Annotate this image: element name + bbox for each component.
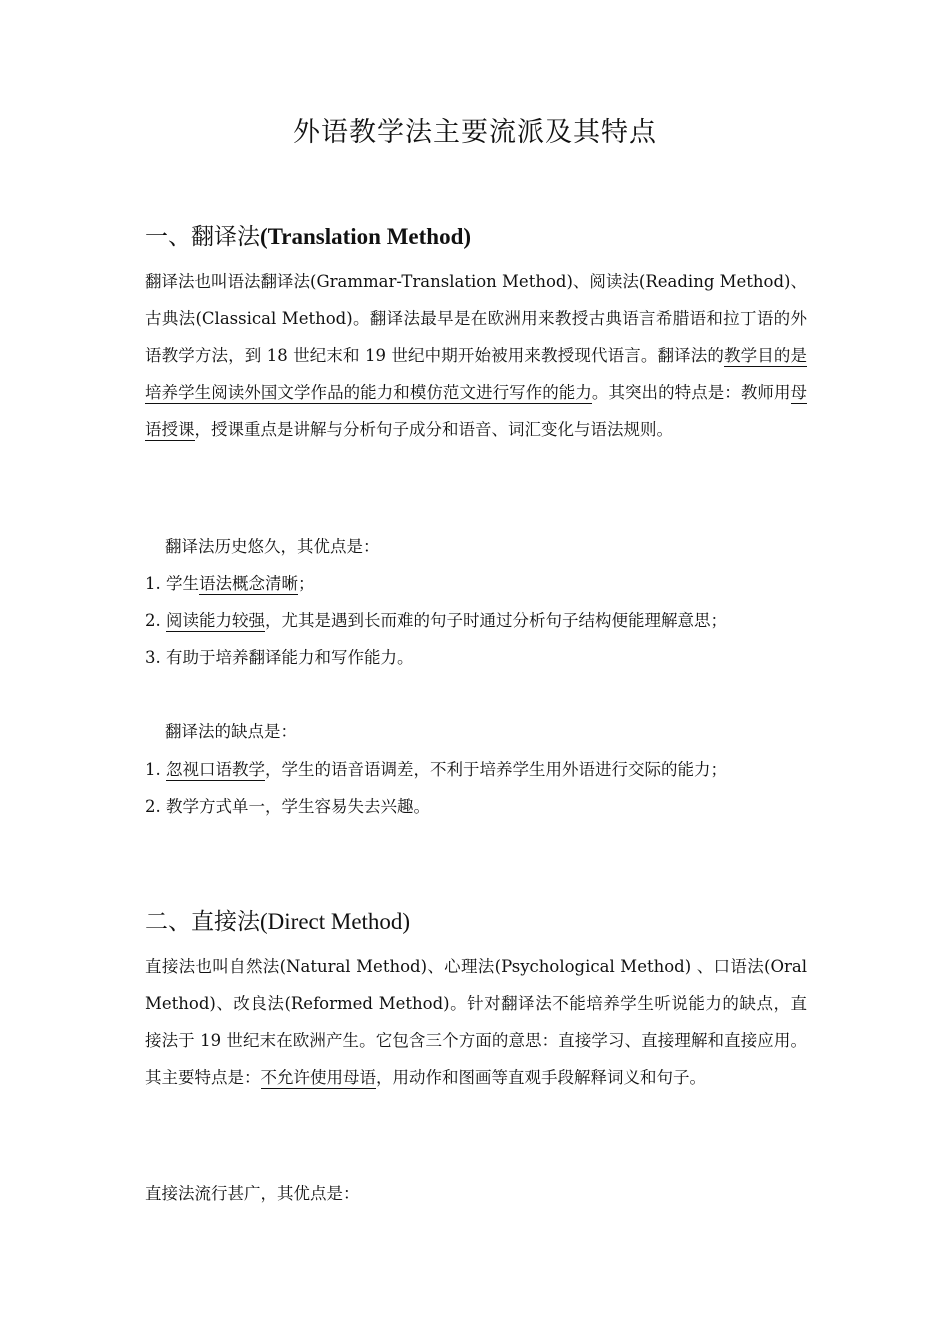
advantages-intro: 翻译法历史悠久，其优点是：: [165, 537, 380, 556]
underlined-text: 不允许使用母语: [260, 1068, 376, 1087]
underlined-text: 忽视口语教学: [166, 760, 265, 779]
list-text: 学生: [166, 574, 199, 593]
disadvantages-intro: 翻译法的缺点是：: [165, 722, 297, 741]
section-heading-cn: 一、翻译法: [145, 224, 260, 250]
section-paragraph: [145, 948, 807, 1096]
list-text: ，尤其是遇到长而难的句子时通过分析句子结构便能理解意思；: [265, 611, 727, 630]
list-text: ；: [298, 574, 315, 593]
list-number: 1.: [145, 574, 161, 593]
section-paragraph: [145, 263, 807, 448]
page-title: 外语教学法主要流派及其特点: [293, 117, 657, 148]
section-heading-en: (Translation Method): [260, 224, 472, 249]
advantages-intro: 直接法流行甚广，其优点是：: [145, 1184, 360, 1203]
paragraph-text: 直接法也叫自然法(Natural Method)、心理法(Psychological Method) 、口语法(Oral Method)、改良法(Reformed Method)。针对翻译法不能培养学生听说能力的缺点，直接法于 19 世纪末在欧洲产生。它包含三个方面的意思：直接学习、直接理解和直接应用。其主要特点是：: [145, 957, 807, 1087]
section-heading-translation: [145, 218, 471, 251]
list-item: [145, 607, 727, 631]
section-heading-direct: [145, 903, 410, 936]
underlined-text: 教学目的是培养学生阅读外国文学作品的能力和模仿范文进行写作的能力: [145, 346, 807, 402]
list-number: 2.: [145, 611, 161, 630]
paragraph-text: ，授课重点是讲解与分析句子成分和语音、词汇变化与语法规则。: [194, 420, 673, 439]
list-item: [145, 756, 727, 780]
list-number: 2.: [145, 797, 161, 816]
underlined-text: 阅读能力较强: [166, 611, 265, 630]
list-item: [145, 644, 414, 668]
paragraph-text: 翻译法也叫语法翻译法(Grammar-Translation Method)、阅读法(Reading Method)、古典法(Classical Method)。翻译法最早是在欧洲用来教授古典语言希腊语和拉丁语的外语教学方法，到 18 世纪末和 19 世纪中期开始被用来教授现代语言。翻译法的: [145, 272, 807, 365]
list-text: 有助于培养翻译能力和写作能力。: [166, 648, 414, 667]
list-text: 教学方式单一，学生容易失去兴趣。: [166, 797, 430, 816]
list-text: ，学生的语音语调差，不利于培养学生用外语进行交际的能力；: [265, 760, 727, 779]
section-heading-cn: 二、直接法: [145, 909, 260, 935]
list-item: [145, 570, 315, 594]
underlined-text: 语法概念清晰: [199, 574, 298, 593]
underlined-text: 母语授课: [145, 383, 808, 439]
list-item: [145, 793, 430, 817]
list-number: 3.: [145, 648, 161, 667]
paragraph-text: ，用动作和图画等直观手段解释词义和句子。: [376, 1068, 706, 1087]
section-heading-en: (Direct Method): [260, 909, 411, 934]
list-number: 1.: [145, 760, 161, 779]
paragraph-text: 。其突出的特点是：教师用: [591, 383, 791, 402]
